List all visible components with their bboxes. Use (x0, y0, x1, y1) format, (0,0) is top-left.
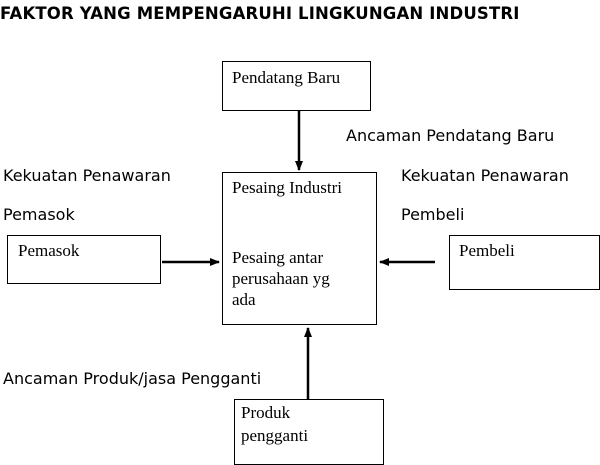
substitutes-box (234, 399, 384, 465)
industry-competitors-box (222, 172, 377, 325)
buyers-box (449, 235, 600, 290)
suppliers-label: Pemasok (18, 241, 80, 260)
threat-substitutes-label: Ancaman Produk/jasa Pengganti (3, 369, 262, 388)
supplier-power-label-line1: Kekuatan Penawaran (3, 166, 171, 185)
new-entrants-label: Pendatang Baru (232, 68, 341, 87)
diagram-title: FAKTOR YANG MEMPENGARUHI LINGKUNGAN INDUSTRI (0, 4, 520, 23)
industry-rivalry-line3: ada (232, 290, 256, 309)
buyer-power-label-line1: Kekuatan Penawaran (401, 166, 569, 185)
supplier-power-label-line2: Pemasok (3, 205, 75, 224)
suppliers-box (7, 235, 161, 284)
industry-heading: Pesaing Industri (232, 178, 343, 197)
industry-rivalry-line2: perusahaan yg (232, 269, 330, 288)
new-entrants-box (222, 61, 371, 111)
buyers-label: Pembeli (459, 241, 515, 260)
threat-new-entrants-label: Ancaman Pendatang Baru (346, 126, 555, 145)
industry-rivalry-line1: Pesaing antar (232, 248, 324, 267)
substitutes-label-line1: Produk (241, 403, 291, 422)
buyer-power-label-line2: Pembeli (401, 205, 465, 224)
substitutes-label-line2: pengganti (241, 426, 309, 445)
